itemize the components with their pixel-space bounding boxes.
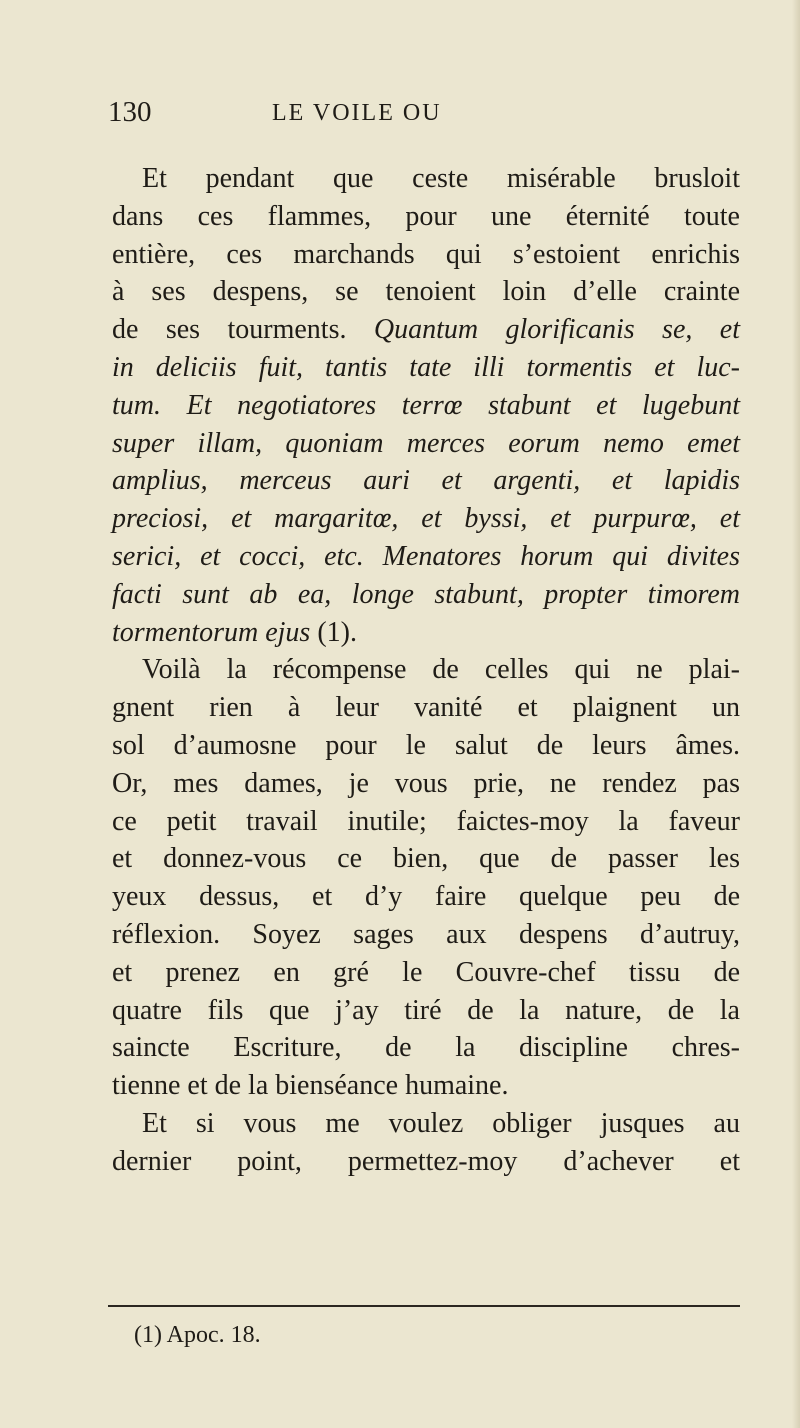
- latin-quote-line: preciosi, et margaritœ, et byssi, et purpurœ, et: [112, 503, 740, 535]
- text-line: réflexion. Soyez sages aux despens d’autruy,: [112, 918, 740, 950]
- text-line: ce petit travail inutile; faictes-moy la faveur: [112, 805, 740, 837]
- page-number: 130: [108, 96, 152, 128]
- latin-quote-line: serici, et cocci, etc. Menatores horum qui divites: [112, 540, 740, 572]
- page-edge-shadow: [792, 0, 800, 1428]
- text-line: saincte Escriture, de la discipline chres-: [112, 1032, 740, 1064]
- latin-quote-line: tum. Et negotiatores terrœ stabunt et lugebunt: [112, 389, 740, 421]
- footnote: (1) Apoc. 18.: [134, 1322, 261, 1348]
- text-line: de ses tourments. Quantum glorificanis se, et: [112, 314, 741, 346]
- text-line: Voilà la récompense de celles qui ne plai-: [142, 654, 740, 686]
- text-line: tienne et de la bienséance humaine.: [112, 1070, 509, 1102]
- text-line: gnent rien à leur vanité et plaignent un: [112, 692, 740, 724]
- latin-quote: Quantum glorificanis se, et: [373, 314, 741, 346]
- footnote-reference: (1).: [317, 616, 357, 648]
- latin-quote-line: amplius, merceus auri et argenti, et lapidis: [112, 465, 740, 497]
- text-line: entière, ces marchands qui s’estoient enrichis: [112, 238, 740, 270]
- text-line: dernier point, permettez-moy d’achever et: [112, 1145, 740, 1177]
- text-line: yeux dessus, et d’y faire quelque peu de: [112, 881, 740, 913]
- running-title: LE VOILE OU: [272, 100, 442, 126]
- latin-quote-line: super illam, quoniam merces eorum nemo emet: [112, 427, 740, 459]
- text-line: dans ces flammes, pour une éternité toute: [112, 200, 740, 232]
- text-line: Or, mes dames, je vous prie, ne rendez pas: [112, 767, 740, 799]
- text-line: à ses despens, se tenoient loin d’elle crainte: [112, 276, 740, 308]
- latin-quote-line: in deliciis fuit, tantis tate illi tormentis et luc-: [112, 351, 740, 383]
- text-line: Et pendant que ceste misérable brusloit: [142, 163, 740, 194]
- latin-quote-line: facti sunt ab ea, longe stabunt, propter timorem: [112, 578, 740, 610]
- running-head: [0, 92, 800, 132]
- text-line: et prenez en gré le Couvre-chef tissu de: [112, 956, 740, 988]
- text-line: quatre fils que j’ay tiré de la nature, de la: [112, 994, 740, 1026]
- text-line: Et si vous me voulez obliger jusques au: [142, 1107, 740, 1139]
- body-text: [112, 160, 740, 1181]
- footnote-rule: [108, 1305, 740, 1307]
- text-line: et donnez-vous ce bien, que de passer les: [112, 843, 740, 875]
- text-line: sol d’aumosne pour le salut de leurs âmes.: [112, 729, 740, 761]
- latin-quote-line: tormentorum ejus (1).: [112, 616, 357, 648]
